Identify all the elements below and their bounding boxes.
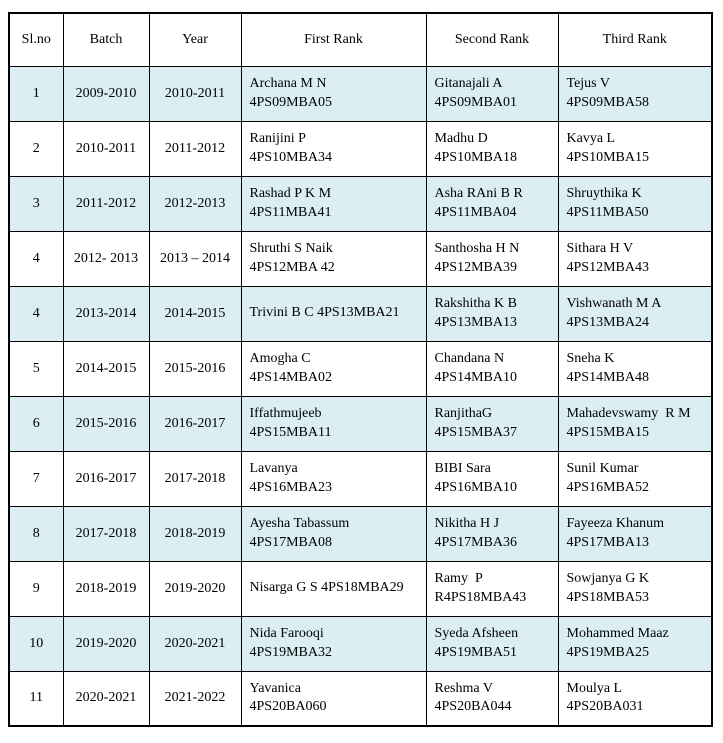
cell-batch: 2019-2020 bbox=[63, 616, 149, 671]
student-usn: 4PS09MBA58 bbox=[566, 94, 649, 110]
header-row bbox=[9, 13, 712, 66]
student-usn: 4PS13MBA13 bbox=[434, 314, 517, 330]
student-name: BIBI Sara bbox=[434, 461, 491, 477]
cell-year: 2014-2015 bbox=[149, 286, 241, 341]
student-name: Asha RAni B R bbox=[434, 186, 523, 202]
cell-batch: 2013-2014 bbox=[63, 286, 149, 341]
cell-first-rank bbox=[241, 66, 426, 121]
cell-batch: 2018-2019 bbox=[63, 561, 149, 616]
rank-list-table bbox=[8, 12, 713, 727]
cell-year: 2016-2017 bbox=[149, 396, 241, 451]
student-name: Trivini B C 4PS13MBA21 bbox=[249, 305, 400, 321]
student-name: Santhosha H N bbox=[434, 241, 520, 257]
student-usn: 4PS16MBA52 bbox=[566, 479, 649, 495]
student-usn: 4PS20BA060 bbox=[249, 699, 327, 715]
cell-third-rank bbox=[558, 176, 712, 231]
cell-second-rank bbox=[426, 231, 558, 286]
table-row bbox=[9, 671, 712, 726]
student-usn: 4PS10MBA15 bbox=[566, 149, 649, 165]
student-name: Ramy P bbox=[434, 571, 483, 587]
student-name: Mahadevswamy R M bbox=[566, 406, 691, 422]
cell-second-rank bbox=[426, 671, 558, 726]
cell-third-rank bbox=[558, 561, 712, 616]
table-row bbox=[9, 451, 712, 506]
cell-slno: 4 bbox=[9, 286, 63, 341]
cell-batch: 2014-2015 bbox=[63, 341, 149, 396]
student-name: Sowjanya G K bbox=[566, 571, 649, 587]
table-row bbox=[9, 286, 712, 341]
cell-third-rank bbox=[558, 231, 712, 286]
cell-first-rank bbox=[241, 671, 426, 726]
cell-third-rank bbox=[558, 396, 712, 451]
student-usn: 4PS12MBA 42 bbox=[249, 259, 335, 275]
cell-year: 2021-2022 bbox=[149, 671, 241, 726]
header-slno: Sl.no bbox=[9, 13, 63, 66]
cell-second-rank bbox=[426, 121, 558, 176]
cell-first-rank bbox=[241, 506, 426, 561]
student-usn: 4PS11MBA50 bbox=[566, 204, 649, 220]
student-usn: 4PS14MBA02 bbox=[249, 369, 332, 385]
student-usn: R4PS18MBA43 bbox=[434, 589, 527, 605]
student-usn: 4PS10MBA18 bbox=[434, 149, 517, 165]
cell-year: 2018-2019 bbox=[149, 506, 241, 561]
table-row bbox=[9, 616, 712, 671]
student-name: Yavanica bbox=[249, 680, 301, 696]
cell-third-rank bbox=[558, 286, 712, 341]
student-usn: 4PS20BA031 bbox=[566, 699, 644, 715]
cell-first-rank bbox=[241, 396, 426, 451]
cell-second-rank bbox=[426, 396, 558, 451]
table-row bbox=[9, 66, 712, 121]
table-row bbox=[9, 506, 712, 561]
table-row bbox=[9, 176, 712, 231]
student-name: Nisarga G S 4PS18MBA29 bbox=[249, 580, 404, 596]
student-name: Archana M N bbox=[249, 76, 327, 92]
student-usn: 4PS12MBA39 bbox=[434, 259, 517, 275]
cell-batch: 2010-2011 bbox=[63, 121, 149, 176]
student-name: Kavya L bbox=[566, 131, 616, 147]
header-batch: Batch bbox=[63, 13, 149, 66]
table-row bbox=[9, 121, 712, 176]
cell-year: 2013 – 2014 bbox=[149, 231, 241, 286]
student-usn: 4PS19MBA32 bbox=[249, 644, 332, 660]
student-name: Amogha C bbox=[249, 351, 311, 367]
cell-year: 2015-2016 bbox=[149, 341, 241, 396]
cell-slno: 2 bbox=[9, 121, 63, 176]
table-row bbox=[9, 396, 712, 451]
cell-third-rank bbox=[558, 451, 712, 506]
cell-batch: 2015-2016 bbox=[63, 396, 149, 451]
cell-slno: 8 bbox=[9, 506, 63, 561]
cell-second-rank bbox=[426, 286, 558, 341]
student-usn: 4PS18MBA53 bbox=[566, 589, 649, 605]
student-name: RanjithaG bbox=[434, 406, 493, 422]
cell-slno: 10 bbox=[9, 616, 63, 671]
cell-year: 2010-2011 bbox=[149, 66, 241, 121]
cell-second-rank bbox=[426, 341, 558, 396]
student-name: Shruthi S Naik bbox=[249, 241, 333, 257]
student-name: Chandana N bbox=[434, 351, 505, 367]
table-row bbox=[9, 341, 712, 396]
student-usn: 4PS11MBA04 bbox=[434, 204, 517, 220]
student-name: Shruythika K bbox=[566, 186, 642, 202]
cell-batch: 2016-2017 bbox=[63, 451, 149, 506]
header-year: Year bbox=[149, 13, 241, 66]
cell-year: 2012-2013 bbox=[149, 176, 241, 231]
cell-first-rank bbox=[241, 341, 426, 396]
student-name: Fayeeza Khanum bbox=[566, 516, 665, 532]
student-name: Mohammed Maaz bbox=[566, 626, 669, 642]
cell-year: 2020-2021 bbox=[149, 616, 241, 671]
cell-second-rank bbox=[426, 561, 558, 616]
student-usn: 4PS09MBA05 bbox=[249, 94, 332, 110]
student-name: Ayesha Tabassum bbox=[249, 516, 350, 532]
cell-second-rank bbox=[426, 506, 558, 561]
student-name: Gitanajali A bbox=[434, 76, 503, 92]
student-usn: 4PS15MBA11 bbox=[249, 424, 332, 440]
student-name: Syeda Afsheen bbox=[434, 626, 519, 642]
cell-slno: 11 bbox=[9, 671, 63, 726]
student-name: Tejus V bbox=[566, 76, 610, 92]
cell-first-rank bbox=[241, 451, 426, 506]
student-usn: 4PS11MBA41 bbox=[249, 204, 332, 220]
student-name: Ranijini P bbox=[249, 131, 306, 147]
student-usn: 4PS14MBA48 bbox=[566, 369, 649, 385]
cell-second-rank bbox=[426, 176, 558, 231]
student-name: Sunil Kumar bbox=[566, 461, 639, 477]
student-name: Vishwanath M A bbox=[566, 296, 662, 312]
student-name: Nida Farooqi bbox=[249, 626, 324, 642]
student-name: Nikitha H J bbox=[434, 516, 500, 532]
cell-first-rank bbox=[241, 176, 426, 231]
cell-third-rank bbox=[558, 616, 712, 671]
student-name: Rashad P K M bbox=[249, 186, 332, 202]
cell-slno: 9 bbox=[9, 561, 63, 616]
student-usn: 4PS17MBA13 bbox=[566, 534, 649, 550]
student-name: Sneha K bbox=[566, 351, 615, 367]
cell-second-rank bbox=[426, 451, 558, 506]
cell-slno: 5 bbox=[9, 341, 63, 396]
cell-batch: 2012- 2013 bbox=[63, 231, 149, 286]
header-third-rank: Third Rank bbox=[558, 13, 712, 66]
cell-third-rank bbox=[558, 341, 712, 396]
cell-first-rank bbox=[241, 286, 426, 341]
student-usn: 4PS09MBA01 bbox=[434, 94, 517, 110]
cell-second-rank bbox=[426, 616, 558, 671]
student-name: Rakshitha K B bbox=[434, 296, 517, 312]
cell-batch: 2011-2012 bbox=[63, 176, 149, 231]
student-usn: 4PS20BA044 bbox=[434, 699, 512, 715]
cell-first-rank bbox=[241, 121, 426, 176]
cell-second-rank bbox=[426, 66, 558, 121]
cell-slno: 3 bbox=[9, 176, 63, 231]
cell-batch: 2020-2021 bbox=[63, 671, 149, 726]
cell-batch: 2009-2010 bbox=[63, 66, 149, 121]
cell-third-rank bbox=[558, 66, 712, 121]
cell-third-rank bbox=[558, 671, 712, 726]
student-name: Moulya L bbox=[566, 680, 623, 696]
cell-year: 2011-2012 bbox=[149, 121, 241, 176]
student-usn: 4PS15MBA15 bbox=[566, 424, 649, 440]
cell-year: 2019-2020 bbox=[149, 561, 241, 616]
cell-slno: 7 bbox=[9, 451, 63, 506]
student-usn: 4PS16MBA23 bbox=[249, 479, 332, 495]
student-name: Iffathmujeeb bbox=[249, 406, 322, 422]
student-usn: 4PS13MBA24 bbox=[566, 314, 649, 330]
student-name: Madhu D bbox=[434, 131, 488, 147]
student-usn: 4PS14MBA10 bbox=[434, 369, 517, 385]
table-row bbox=[9, 561, 712, 616]
cell-slno: 4 bbox=[9, 231, 63, 286]
student-usn: 4PS17MBA08 bbox=[249, 534, 332, 550]
cell-third-rank bbox=[558, 121, 712, 176]
student-name: Reshma V bbox=[434, 680, 493, 696]
table-row bbox=[9, 231, 712, 286]
student-usn: 4PS10MBA34 bbox=[249, 149, 332, 165]
cell-slno: 6 bbox=[9, 396, 63, 451]
cell-third-rank bbox=[558, 506, 712, 561]
cell-first-rank bbox=[241, 561, 426, 616]
cell-batch: 2017-2018 bbox=[63, 506, 149, 561]
cell-slno: 1 bbox=[9, 66, 63, 121]
student-name: Lavanya bbox=[249, 461, 298, 477]
student-usn: 4PS16MBA10 bbox=[434, 479, 517, 495]
header-first-rank: First Rank bbox=[241, 13, 426, 66]
student-usn: 4PS19MBA51 bbox=[434, 644, 517, 660]
header-second-rank: Second Rank bbox=[426, 13, 558, 66]
cell-first-rank bbox=[241, 231, 426, 286]
student-usn: 4PS15MBA37 bbox=[434, 424, 517, 440]
student-name: Sithara H V bbox=[566, 241, 634, 257]
student-usn: 4PS12MBA43 bbox=[566, 259, 649, 275]
cell-first-rank bbox=[241, 616, 426, 671]
student-usn: 4PS19MBA25 bbox=[566, 644, 649, 660]
cell-year: 2017-2018 bbox=[149, 451, 241, 506]
student-usn: 4PS17MBA36 bbox=[434, 534, 517, 550]
